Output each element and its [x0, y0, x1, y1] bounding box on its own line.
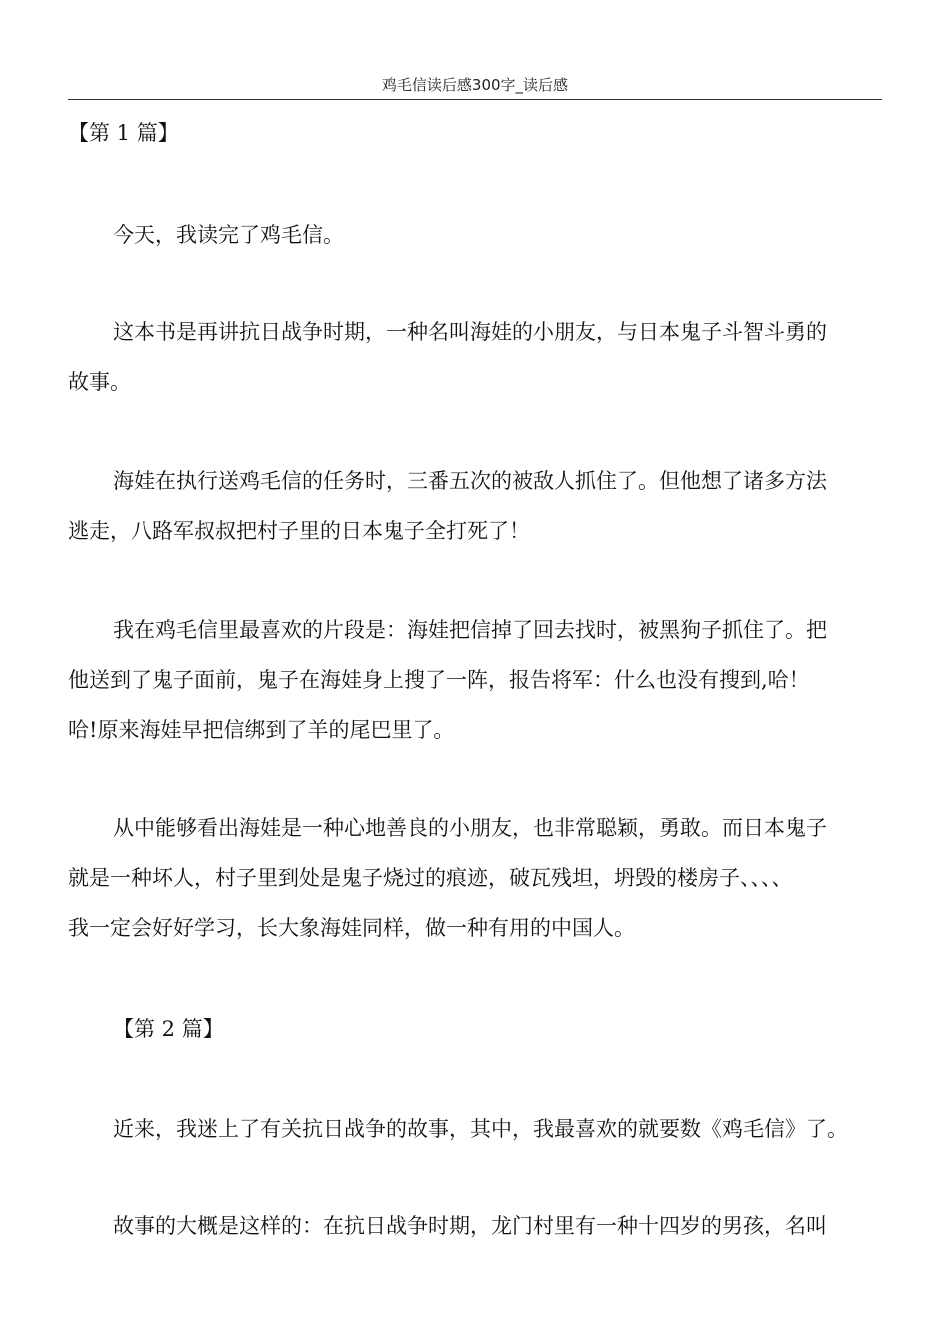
paragraph-line: 故事的大概是这样的：在抗日战争时期，龙门村里有一种十四岁的男孩，名叫 [113, 1214, 827, 1238]
paragraph-line: 今天，我读完了鸡毛信。 [113, 223, 344, 247]
paragraph-1 [68, 210, 882, 260]
header-title: 鸡毛信读后感300字_读后感 [381, 76, 569, 94]
paragraph-line: 这本书是再讲抗日战争时期，一种名叫海娃的小朋友，与日本鬼子斗智斗勇的 [113, 320, 827, 344]
heading-text: 【第 1 篇】 [68, 121, 179, 145]
paragraph-7 [68, 1201, 882, 1251]
paragraph-line: 从中能够看出海娃是一种心地善良的小朋友，也非常聪颖，勇敢。而日本鬼子 [113, 816, 827, 840]
paragraph-line: 故事。 [68, 370, 131, 394]
paragraph-line: 他送到了鬼子面前，鬼子在海娃身上搜了一阵，报告将军：什么也没有搜到,哈！ [68, 668, 810, 692]
paragraph-line: 近来，我迷上了有关抗日战争的故事，其中，我最喜欢的就要数《鸡毛信》了。 [113, 1117, 848, 1141]
paragraph-line: 逃走，八路军叔叔把村子里的日本鬼子全打死了！ [68, 519, 530, 543]
page-header [68, 72, 882, 100]
section-heading-1 [68, 108, 882, 158]
paragraph-6 [68, 1104, 882, 1154]
heading-text: 【第 2 篇】 [113, 1017, 224, 1041]
paragraph-line: 我在鸡毛信里最喜欢的片段是：海娃把信掉了回去找时，被黑狗子抓住了。把 [113, 618, 827, 642]
paragraph-5 [68, 803, 882, 953]
paragraph-line: 我一定会好好学习，长大象海娃同样，做一种有用的中国人。 [68, 916, 635, 940]
paragraph-line: 就是一种坏人，村子里到处是鬼子烧过的痕迹，破瓦残坦，坍毁的楼房子、、、、 [68, 866, 793, 890]
paragraph-4 [68, 605, 882, 755]
paragraph-line: 海娃在执行送鸡毛信的任务时，三番五次的被敌人抓住了。但他想了诸多方法 [113, 469, 827, 493]
paragraph-line: 哈!原来海娃早把信绑到了羊的尾巴里了。 [68, 718, 455, 742]
paragraph-2 [68, 307, 882, 407]
section-heading-2 [113, 1004, 927, 1054]
paragraph-3 [68, 456, 882, 556]
